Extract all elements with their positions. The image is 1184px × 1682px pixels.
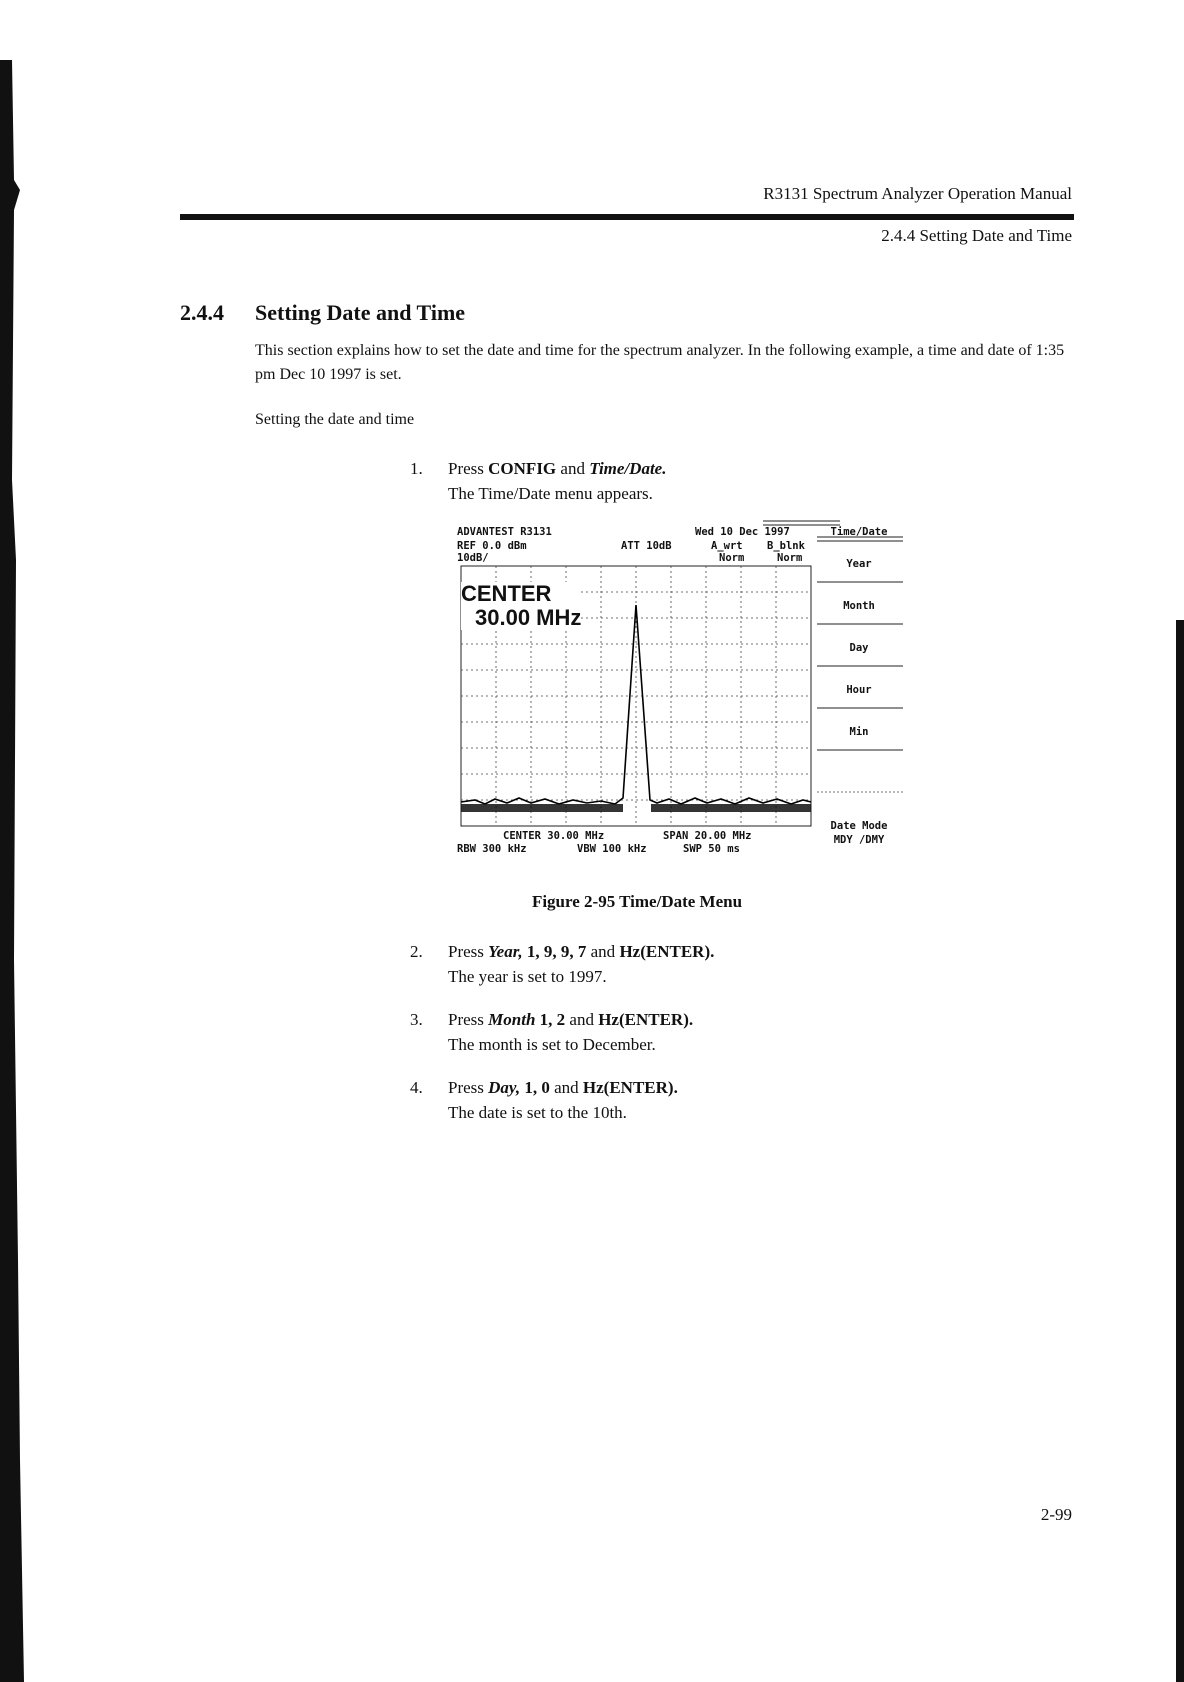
procedure-subheading: Setting the date and time — [255, 411, 415, 428]
key-digits: 1, 0 — [520, 1078, 550, 1097]
section-intro: This section explains how to set the date and time for the spectrum analyzer. In the following example, a time and date of 1:35 pm Dec 10 1997 is set. — [255, 342, 1065, 383]
key-config: CONFIG — [488, 459, 557, 478]
step-4 — [410, 1075, 678, 1125]
screen-trace-b: B_blnk — [767, 540, 805, 552]
step-3 — [410, 1007, 693, 1057]
step-number: 3. — [410, 1010, 423, 1029]
page-number: 2-99 — [1040, 1505, 1072, 1524]
section-title: Setting Date and Time — [255, 300, 466, 325]
center-entry-label: CENTER — [461, 581, 552, 606]
screen-scale: 10dB/ — [457, 552, 489, 564]
screen-ref-level: REF 0.0 dBm — [457, 540, 527, 552]
step-number: 2. — [410, 942, 423, 961]
screen-attenuation: ATT 10dB — [621, 540, 672, 552]
step-text: Press — [448, 459, 489, 478]
key-year: Year, — [488, 942, 523, 961]
step-text: and — [556, 459, 590, 478]
step-text: and — [565, 1010, 599, 1029]
key-month: Month — [488, 1010, 536, 1029]
softkey-day: Day — [849, 642, 869, 654]
step-text: Press — [448, 1010, 489, 1029]
step-result: The month is set to December. — [448, 1035, 656, 1054]
softkey-date-mode: Date Mode — [830, 820, 888, 832]
step-number: 4. — [410, 1078, 423, 1097]
step-text: and — [549, 1078, 583, 1097]
screen-brand: ADVANTEST R3131 — [457, 526, 552, 538]
running-title: R3131 Spectrum Analyzer Operation Manual — [763, 184, 1072, 203]
step-text: and — [586, 942, 620, 961]
step-result: The year is set to 1997. — [448, 967, 607, 986]
center-entry-value: 30.00 MHz — [475, 605, 582, 630]
screen-sweep: SWP 50 ms — [683, 843, 740, 855]
screen-date: Wed 10 Dec 1997 — [695, 526, 790, 538]
key-day: Day, — [488, 1078, 521, 1097]
key-enter: Hz(ENTER). — [582, 1078, 678, 1097]
screen-trace-b-mode: Norm — [777, 552, 803, 564]
running-section-ref: 2.4.4 Setting Date and Time — [881, 226, 1072, 245]
softkey-year: Year — [846, 558, 872, 570]
softkey-menu-title: Time/Date — [830, 526, 888, 538]
spectrum-analyzer-screen — [455, 520, 905, 865]
screen-rbw: RBW 300 kHz — [457, 843, 527, 855]
section-number: 2.4.4 — [180, 300, 224, 325]
key-digits: 1, 9, 9, 7 — [522, 942, 587, 961]
screen-center-freq: CENTER 30.00 MHz — [503, 830, 605, 842]
softkey-hour: Hour — [846, 684, 872, 696]
step-2 — [410, 939, 714, 989]
step-number: 1. — [410, 459, 423, 478]
scan-edge-artifact — [0, 60, 26, 1682]
step-text: Press — [448, 942, 489, 961]
screen-trace-a: A_wrt — [711, 540, 743, 552]
key-enter: Hz(ENTER). — [619, 942, 715, 961]
key-digits: 1, 2 — [535, 1010, 566, 1029]
softkey-date-mode-value: MDY /DMY — [833, 834, 885, 846]
key-time-date: Time/Date. — [589, 459, 667, 478]
header-rule — [180, 214, 1074, 220]
step-1 — [410, 456, 666, 506]
screen-span: SPAN 20.00 MHz — [663, 830, 752, 842]
step-text: Press — [448, 1078, 489, 1097]
step-result: The Time/Date menu appears. — [448, 484, 653, 503]
figure-caption: Figure 2-95 Time/Date Menu — [531, 892, 743, 911]
softkey-month: Month — [843, 600, 875, 612]
screen-vbw: VBW 100 kHz — [577, 843, 647, 855]
screen-trace-a-mode: Norm — [719, 552, 745, 564]
step-result: The date is set to the 10th. — [448, 1103, 627, 1122]
softkey-min: Min — [849, 726, 869, 738]
scan-edge-right — [1176, 620, 1184, 1682]
center-entry-box — [461, 582, 581, 630]
key-enter: Hz(ENTER). — [598, 1010, 694, 1029]
